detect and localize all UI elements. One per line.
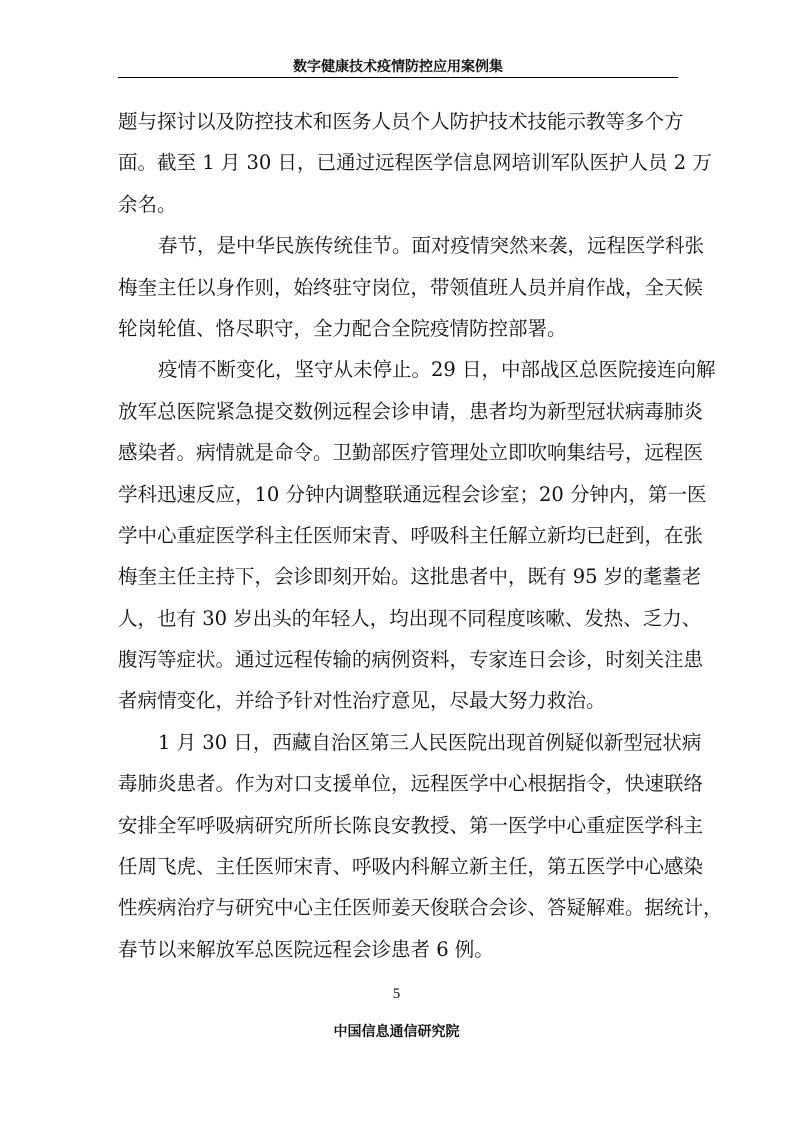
text-line: 面。截至 1 月 30 日，已通过远程医学信息网培训军队医护人员 2 万 <box>118 151 712 175</box>
text-line: 任周飞虎、主任医师宋青、呼吸内科解立新主任，第五医学中心感染 <box>118 855 704 879</box>
paragraph <box>118 101 712 225</box>
text-line: 梅奎主任以身作则，始终驻守岗位，带领值班人员并肩作战，全天候 <box>118 275 704 299</box>
text-line: 春节，是中华民族传统佳节。面对疫情突然来袭，远程医学科张 <box>158 234 705 258</box>
text-line: 春节以来解放军总医院远程会诊患者 6 例。 <box>118 937 494 961</box>
paragraph <box>118 349 716 722</box>
paragraph <box>118 225 705 349</box>
text-line: 性疾病治疗与研究中心主任医师姜天俊联合会诊、答疑解难。据统计， <box>118 896 723 920</box>
text-line: 者病情变化，并给予针对性治疗意见，尽最大努力救治。 <box>118 689 606 713</box>
page-number: 5 <box>392 986 401 1002</box>
header-rule <box>118 77 678 78</box>
text-line: 余名。 <box>118 192 177 216</box>
text-line: 疫情不断变化，坚守从未停止。29 日，中部战区总医院接连向解 <box>158 358 716 382</box>
text-line: 学中心重症医学科主任医师宋青、呼吸科主任解立新均已赶到，在张 <box>118 523 704 547</box>
paragraph <box>118 722 723 970</box>
text-line: 1 月 30 日，西藏自治区第三人民医院出现首例疑似新型冠状病 <box>158 730 702 754</box>
document-body <box>118 101 723 970</box>
text-line: 安排全军呼吸病研究所所长陈良安教授、第一医学中心重症医学科主 <box>118 813 704 837</box>
text-line: 学科迅速反应，10 分钟内调整联通远程会诊室；20 分钟内，第一医 <box>118 482 707 506</box>
text-line: 腹泻等症状。通过远程传输的病例资料，专家连日会诊，时刻关注患 <box>118 648 704 672</box>
text-line: 题与探讨以及防控技术和医务人员个人防护技术技能示教等多个方 <box>118 110 684 133</box>
text-line: 放军总医院紧急提交数例远程会诊申请，患者均为新型冠状病毒肺炎 <box>118 399 704 423</box>
running-header: 数字健康技术疫情防控应用案例集 <box>293 59 503 75</box>
text-line: 毒肺炎患者。作为对口支援单位，远程医学中心根据指令，快速联络 <box>118 772 704 796</box>
text-line: 梅奎主任主持下，会诊即刻开始。这批患者中，既有 95 岁的耄耋老 <box>118 565 702 589</box>
text-line: 人，也有 30 岁出头的年轻人，均出现不同程度咳嗽、发热、乏力、 <box>118 606 702 630</box>
footer-organization: 中国信息通信研究院 <box>333 1024 460 1040</box>
text-line: 轮岗轮值、恪尽职守，全力配合全院疫情防控部署。 <box>118 316 567 340</box>
text-line: 感染者。病情就是命令。卫勤部医疗管理处立即吹响集结号，远程医 <box>118 441 704 465</box>
